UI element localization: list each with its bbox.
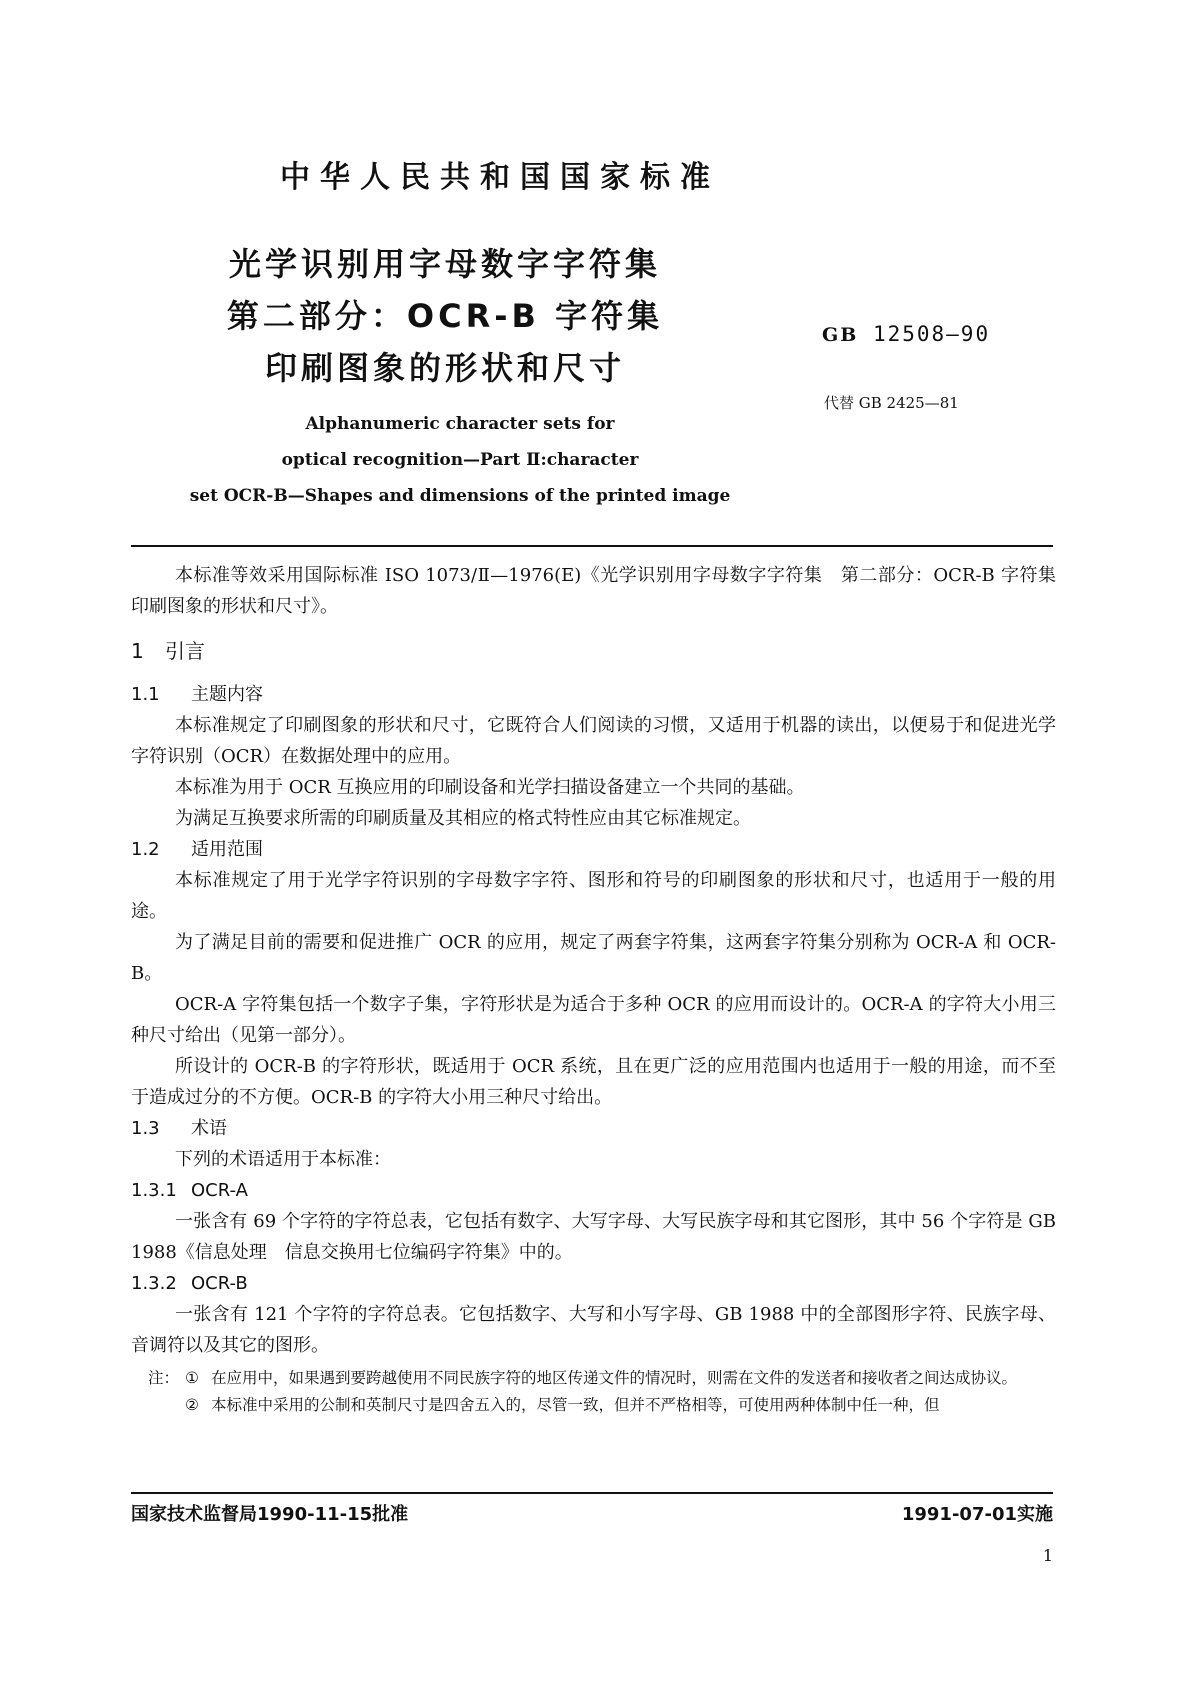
chinese-title — [180, 238, 710, 394]
paragraph: 为满足互换要求所需的印刷质量及其相应的格式特性应由其它标准规定。 — [175, 808, 751, 829]
paragraph: 所设计的 OCR-B 的字符形状，既适用于 OCR 系统，且在更广泛的应用范围内也适用于一般的用途，而不至于造成过分的不方便。OCR-B 的字符大小用三种尺寸给出。 — [131, 1056, 1056, 1108]
note-number: ① — [185, 1369, 199, 1387]
notes — [131, 1365, 1056, 1419]
section-1-3-2-heading — [131, 1268, 1056, 1299]
replaces-standard: 代替 GB 2425—81 — [824, 394, 959, 412]
paragraph: 为了满足目前的需要和促进推广 OCR 的应用，规定了两套字符集，这两套字符集分别称为 OCR-A 和 OCR-B。 — [131, 932, 1056, 984]
english-title-line-2: optical recognition—Part Ⅱ:character — [281, 450, 639, 470]
section-1-3-heading — [131, 1113, 1056, 1144]
paragraph: 本标准规定了印刷图象的形状和尺寸，它既符合人们阅读的习惯，又适用于机器的读出，以便易于和促进光学字符识别（OCR）在数据处理中的应用。 — [131, 715, 1056, 767]
section-number: 1.3 — [131, 1118, 160, 1139]
note-text: 本标准中采用的公制和英制尺寸是四舍五入的，尽管一致，但并不严格相等，可使用两种体制中任一种，但 — [211, 1396, 940, 1414]
section-1-2-heading — [131, 834, 1056, 865]
note-1 — [131, 1365, 1056, 1392]
note-number: ② — [185, 1396, 199, 1414]
section-1-3-1-heading — [131, 1175, 1056, 1206]
paragraph: 一张含有 69 个字符的字符总表，它包括有数字、大写字母、大写民族字母和其它图形，其中 56 个字符是 GB 1988《信息处理 信息交换用七位编码字符集》中的。 — [131, 1211, 1056, 1263]
paragraph: 本标准规定了用于光学字符识别的字母数字字符、图形和符号的印刷图象的形状和尺寸，也适用于一般的用途。 — [131, 870, 1056, 922]
national-standard-heading: 中华人民共和国国家标准 — [280, 160, 720, 195]
section-number: 1.3.1 — [131, 1180, 177, 1201]
standard-number-value: 12508—90 — [872, 322, 991, 346]
standard-number-prefix: GB — [822, 324, 859, 346]
approval-line: 国家技术监督局1990-11-15批准 — [131, 1504, 409, 1525]
section-number: 1.2 — [131, 839, 160, 860]
section-title: 适用范围 — [191, 839, 263, 860]
intro-paragraph: 本标准等效采用国际标准 ISO 1073/Ⅱ—1976(E)《光学识别用字母数字字符集 第二部分：OCR-B 字符集 印刷图象的形状和尺寸》。 — [131, 565, 1074, 617]
section-1-heading — [131, 636, 1056, 667]
section-title: 引言 — [165, 639, 205, 663]
section-number: 1.1 — [131, 684, 160, 705]
paragraph: 下列的术语适用于本标准： — [175, 1149, 391, 1170]
chinese-title-line-2: 第二部分：OCR-B 字符集 — [226, 297, 664, 335]
section-title: OCR-A — [191, 1180, 248, 1201]
note-2 — [131, 1392, 1056, 1419]
bottom-divider — [131, 1492, 1053, 1494]
section-number: 1.3.2 — [131, 1273, 177, 1294]
standard-number — [822, 322, 990, 346]
effective-date: 1991-07-01实施 — [901, 1504, 1053, 1525]
section-number: 1 — [131, 639, 144, 663]
section-title: 主题内容 — [191, 684, 263, 705]
page-number: 1 — [1042, 1546, 1053, 1565]
english-title-line-3: set OCR-B—Shapes and dimensions of the printed image — [189, 486, 731, 506]
chinese-title-line-1: 光学识别用字母数字字符集 — [228, 245, 661, 283]
english-title-line-1: Alphanumeric character sets for — [305, 414, 615, 434]
section-title: OCR-B — [191, 1273, 248, 1294]
paragraph: 本标准为用于 OCR 互换应用的印刷设备和光学扫描设备建立一个共同的基础。 — [175, 777, 805, 798]
document-body — [131, 560, 1074, 1419]
english-title — [180, 406, 740, 514]
top-divider — [131, 545, 1053, 547]
section-1-1-heading — [131, 679, 1056, 710]
section-title: 术语 — [191, 1118, 227, 1139]
paragraph: OCR-A 字符集包括一个数字子集，字符形状是为适合于多种 OCR 的应用而设计的。OCR-A 的字符大小用三种尺寸给出（见第一部分）。 — [131, 994, 1056, 1046]
paragraph: 一张含有 121 个字符的字符总表。它包括数字、大写和小写字母、GB 1988 中的全部图形字符、民族字母、音调符以及其它的图形。 — [131, 1304, 1056, 1356]
note-text: 在应用中，如果遇到要跨越使用不同民族字符的地区传递文件的情况时，则需在文件的发送者和接收者之间达成协议。 — [211, 1369, 1018, 1387]
chinese-title-line-3: 印刷图象的形状和尺寸 — [264, 349, 625, 387]
note-label: 注： — [147, 1369, 179, 1387]
